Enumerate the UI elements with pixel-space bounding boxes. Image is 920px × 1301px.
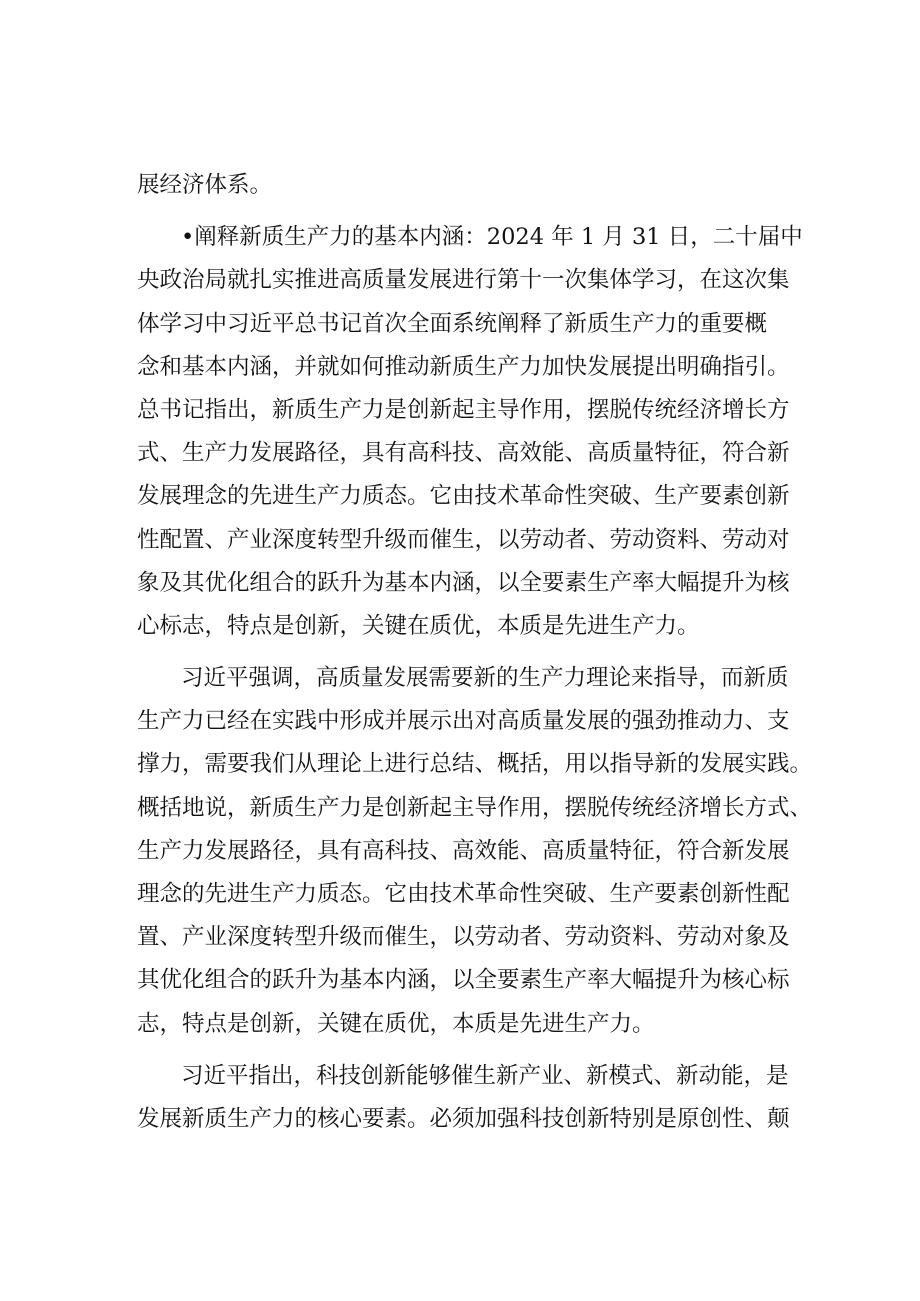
paragraph (137, 216, 805, 648)
text-line: 生产力已经在实践中形成并展示出对高质量发展的强劲推动力、支 (137, 708, 790, 735)
text-line: 总书记指出，新质生产力是创新起主导作用，摆脱传统经济增长方 (137, 396, 790, 423)
paragraph (137, 657, 813, 1046)
paragraph (137, 1055, 805, 1141)
text-line: 其优化组合的跃升为基本内涵，以全要素生产率大幅提升为核心标 (137, 967, 790, 994)
text-line: 展经济体系。 (137, 172, 273, 198)
text-line: 体学习中习近平总书记首次全面系统阐释了新质生产力的重要概 (137, 310, 768, 337)
text-line: •阐释新质生产力的基本内涵：2024 年 1 月 31 日，二十届中 (181, 224, 803, 251)
text-line: 央政治局就扎实推进高质量发展进行第十一次集体学习，在这次集 (137, 267, 790, 294)
text-line: 象及其优化组合的跃升为基本内涵，以全要素生产率大幅提升为核 (137, 569, 790, 596)
paragraph (137, 164, 805, 207)
text-line: 习近平强调，高质量发展需要新的生产力理论来指导，而新质 (181, 665, 789, 692)
text-line: 置、产业深度转型升级而催生，以劳动者、劳动资料、劳动对象及 (137, 924, 790, 951)
text-line: 发展新质生产力的核心要素。必须加强科技创新特别是原创性、颠 (137, 1105, 790, 1132)
text-line: 性配置、产业深度转型升级而催生，以劳动者、劳动资料、劳动对 (137, 526, 790, 553)
text-line: 习近平指出，科技创新能够催生新产业、新模式、新动能，是 (181, 1062, 789, 1089)
text-line: 撑力，需要我们从理论上进行总结、概括，用以指导新的发展实践。 (137, 751, 813, 778)
text-line: 式、生产力发展路径，具有高科技、高效能、高质量特征，符合新 (137, 440, 790, 467)
text-line: 发展理念的先进生产力质态。它由技术革命性突破、生产要素创新 (137, 483, 790, 510)
document-body (137, 164, 813, 1141)
paragraph-gap (137, 1046, 805, 1055)
paragraph-gap (137, 648, 805, 657)
text-line: 概括地说，新质生产力是创新起主导作用，摆脱传统经济增长方式、 (137, 794, 813, 821)
text-line: 生产力发展路径，具有高科技、高效能、高质量特征，符合新发展 (137, 837, 790, 864)
text-line: 理念的先进生产力质态。它由技术革命性突破、生产要素创新性配 (137, 881, 790, 907)
text-line: 念和基本内涵，并就如何推动新质生产力加快发展提出明确指引。 (137, 353, 790, 380)
text-line: 志，特点是创新，关键在质优，本质是先进生产力。 (137, 1010, 655, 1037)
paragraph-gap (137, 207, 805, 216)
text-line: 心标志，特点是创新，关键在质优，本质是先进生产力。 (137, 612, 700, 639)
